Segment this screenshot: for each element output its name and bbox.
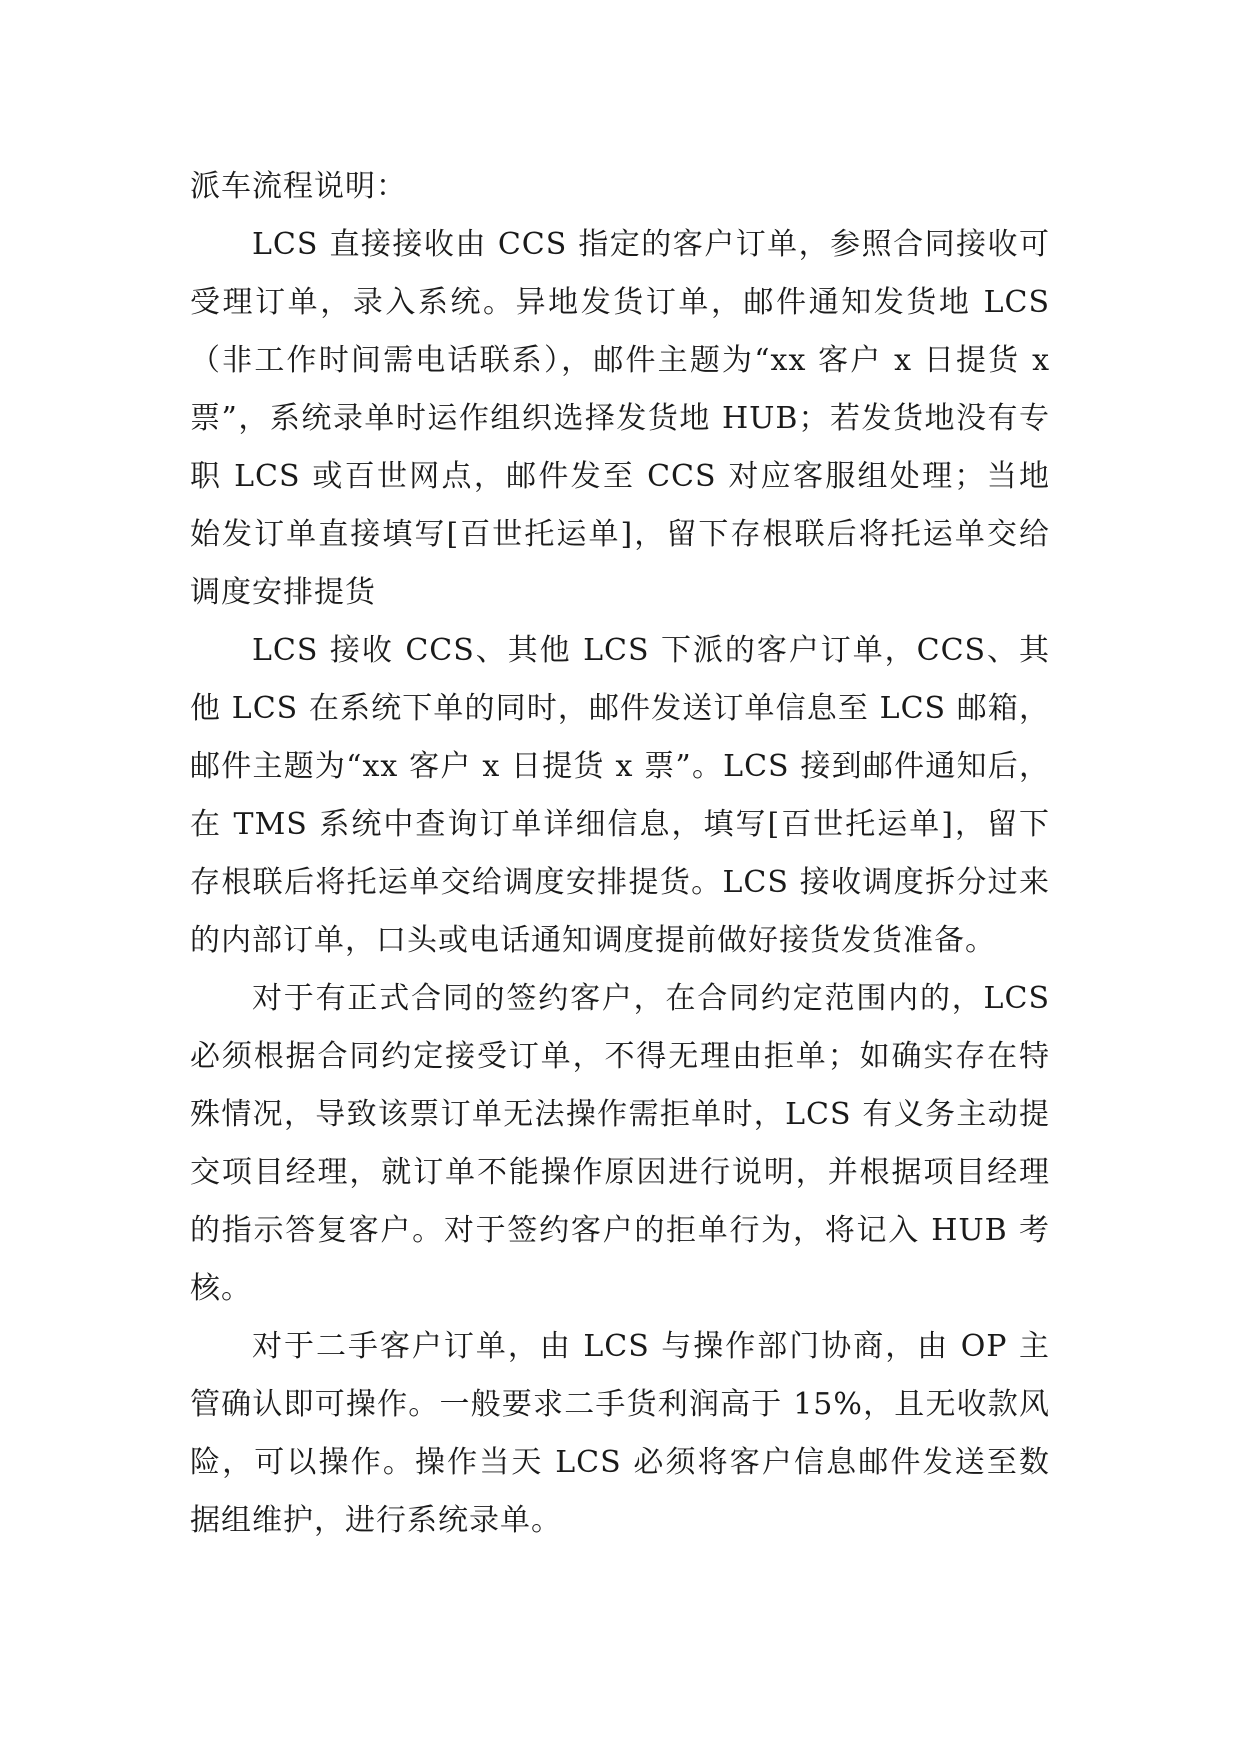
paragraph-secondhand-orders: 对于二手客户订单，由 LCS 与操作部门协商，由 OP 主管确认即可操作。一般要求二手货利润高于 15%，且无收款风险，可以操作。操作当天 LCS 必须将客户信息邮件发送至数据组维护，进行系统录单。 (190, 1329, 1050, 1538)
section-heading: 派车流程说明： (190, 169, 407, 204)
paragraph-dispatched-orders: LCS 接收 CCS、其他 LCS 下派的客户订单，CCS、其他 LCS 在系统下单的同时，邮件发送订单信息至 LCS 邮箱，邮件主题为“xx 客户 x 日提货 x 票”。LCS 接到邮件通知后，在 TMS 系统中查询订单详细信息，填写[百世托运单]，留下存根联后将托运单交给调度安排提货。LCS 接收调度拆分过来的内部订单，口头或电话通知调度提前做好接货发货准备。 (190, 633, 1050, 958)
paragraph-order-intake: LCS 直接接收由 CCS 指定的客户订单，参照合同接收可受理订单，录入系统。异地发货订单，邮件通知发货地 LCS（非工作时间需电话联系），邮件主题为“xx 客户 x 日提货 x 票”，系统录单时运作组织选择发货地 HUB；若发货地没有专职 LCS 或百世网点，邮件发至 CCS 对应客服组处理；当地始发订单直接填写[百世托运单]，留下存根联后将托运单交给调度安排提货 (190, 227, 1050, 610)
document-body (190, 158, 1050, 1550)
paragraph-contract-customers: 对于有正式合同的签约客户，在合同约定范围内的，LCS 必须根据合同约定接受订单，不得无理由拒单；如确实存在特殊情况，导致该票订单无法操作需拒单时，LCS 有义务主动提交项目经理，就订单不能操作原因进行说明，并根据项目经理的指示答复客户。对于签约客户的拒单行为，将记入 HUB 考核。 (190, 981, 1050, 1306)
